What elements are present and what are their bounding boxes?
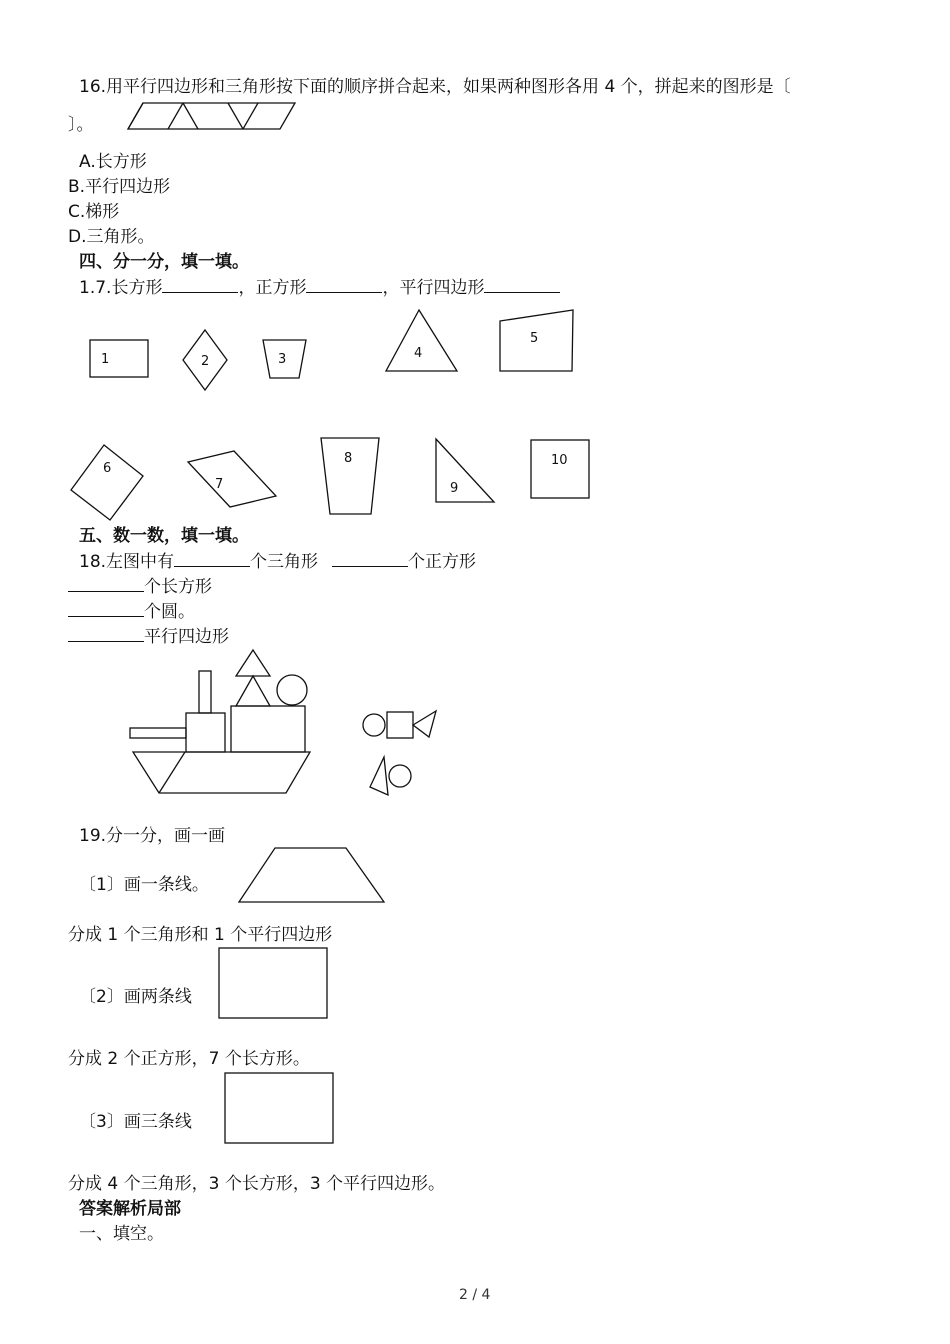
q16-option-c: C.梯形	[68, 202, 120, 222]
shape-1-number: 1	[101, 352, 110, 367]
shape-10-number: 10	[551, 453, 568, 468]
q18-line3	[68, 600, 195, 623]
answers-title: 答案解析局部	[79, 1199, 181, 1219]
q18-rectangle-label: 个长方形	[144, 577, 212, 597]
shape-4-number: 4	[414, 346, 423, 361]
q19-part1-label: 〔1〕画一条线。	[79, 875, 209, 895]
q16-line1: 16.用平行四边形和三角形按下面的顺序拼合起来，如果两种图形各用 4 个，拼起来的图形是〔	[79, 77, 791, 97]
page-number: 2 / 4	[459, 1287, 491, 1303]
q18-square-label: 个正方形	[408, 552, 477, 572]
shape-8-number: 8	[344, 451, 353, 466]
q19-part1-result: 分成 1 个三角形和 1 个平行四边形	[68, 925, 333, 945]
q19-title: 19.分一分，画一画	[79, 826, 226, 846]
q16-option-a: A.长方形	[79, 152, 147, 172]
q16-option-d: D.三角形。	[68, 227, 155, 247]
q18-para-blank[interactable]	[68, 625, 144, 642]
shape-10	[531, 440, 589, 498]
q18-line2	[68, 575, 212, 598]
shape-8	[321, 438, 379, 514]
q19-part2-result: 分成 2 个正方形，7 个长方形。	[68, 1049, 310, 1069]
shape-7	[188, 451, 276, 507]
shape-6-number: 6	[103, 461, 112, 476]
q18-circle-label: 个圆。	[144, 602, 195, 622]
q19-trapezoid	[239, 848, 384, 902]
q17-para-blank[interactable]	[484, 276, 560, 293]
q17-line	[79, 276, 560, 299]
shape-2-number: 2	[201, 354, 210, 369]
q18-square-blank[interactable]	[332, 550, 408, 567]
shape-5-number: 5	[530, 331, 539, 346]
shape-5	[500, 310, 573, 371]
shape-7-number: 7	[215, 477, 224, 492]
q18-triangle-label: 个三角形	[250, 552, 319, 572]
q16-line2: 〕。	[68, 115, 94, 135]
q17-rect-blank[interactable]	[162, 276, 238, 293]
shape-9	[436, 439, 494, 502]
answers-part1: 一、填空。	[79, 1224, 164, 1244]
q18-prefix: 18.左图中有	[79, 552, 175, 572]
q18-para-label: 平行四边形	[144, 627, 229, 647]
q19-rect-2	[219, 948, 327, 1018]
q19-rect-3	[225, 1073, 333, 1143]
q17-para-label: ，平行四边形	[382, 278, 485, 298]
q16-option-b: B.平行四边形	[68, 177, 171, 197]
shape-2	[183, 330, 227, 390]
q19-part2-label: 〔2〕画两条线	[79, 987, 192, 1007]
shape-9-number: 9	[450, 481, 459, 496]
section5-title: 五、数一数，填一填。	[79, 526, 249, 546]
q19-part3-label: 〔3〕画三条线	[79, 1112, 192, 1132]
shape-4	[386, 310, 457, 371]
shape-6	[71, 445, 143, 520]
q19-part3-result: 分成 4 个三角形，3 个长方形，3 个平行四边形。	[68, 1174, 446, 1194]
q18-line1	[79, 550, 476, 573]
q18-rectangle-blank[interactable]	[68, 575, 144, 592]
section4-title: 四、分一分，填一填。	[79, 252, 249, 272]
q18-circle-blank[interactable]	[68, 600, 144, 617]
shape-1	[90, 340, 148, 377]
q18-line4	[68, 625, 229, 648]
q17-square-label: ，正方形	[238, 278, 307, 298]
shape-3	[263, 340, 306, 378]
q18-triangle-blank[interactable]	[174, 550, 250, 567]
shape-3-number: 3	[278, 352, 287, 367]
q17-square-blank[interactable]	[306, 276, 382, 293]
q17-rect-label: 1.7.长方形	[79, 278, 163, 298]
